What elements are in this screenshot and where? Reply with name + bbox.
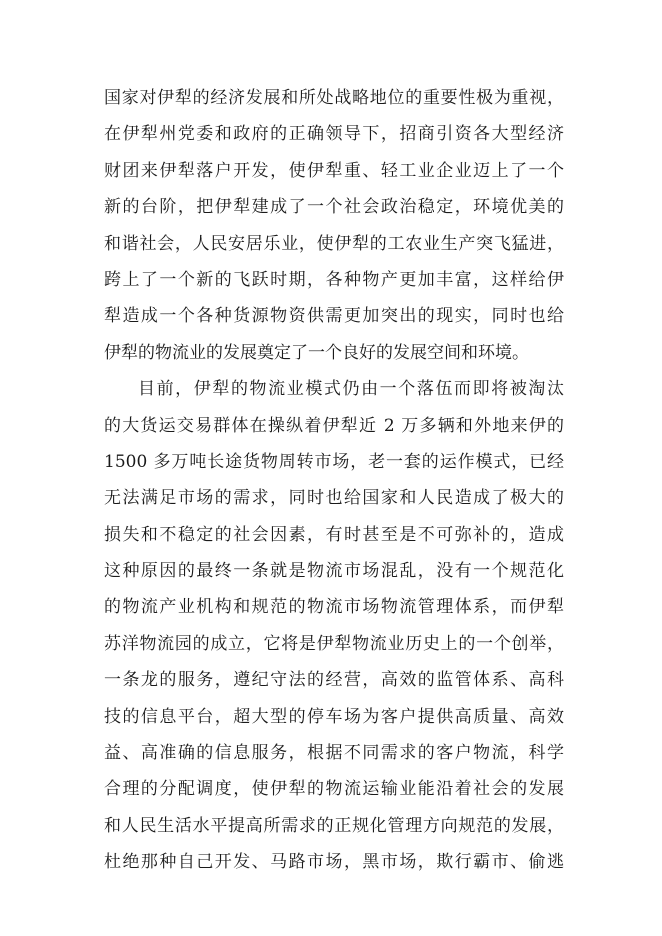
text-line-16: 苏洋物流园的成立，它将是伊犁物流业历史上的一个创举， <box>104 633 564 654</box>
text-line-20: 合理的分配调度，使伊犁的物流运输业能沿着社会的发展 <box>104 779 564 800</box>
text-line-5: 和谐社会，人民安居乐业，使伊犁的工农业生产突飞猛进， <box>104 233 564 254</box>
text-line-2: 在伊犁州党委和政府的正确领导下，招商引资各大型经济 <box>104 124 564 145</box>
text-line-17: 一条龙的服务，遵纪守法的经营，高效的监管体系、高科 <box>104 670 564 691</box>
text-line-14: 这种原因的最终一条就是物流市场混乱，没有一个规范化 <box>104 561 564 582</box>
text-line-22: 杜绝那种自己开发、马路市场，黑市场，欺行霸市、偷逃 <box>104 852 564 873</box>
text-line-9: 目前，伊犁的物流业模式仍由一个落伍而即将被淘汰 <box>138 379 564 400</box>
text-line-1: 国家对伊犁的经济发展和所处战略地位的重要性极为重视， <box>104 88 564 108</box>
text-line-3: 财团来伊犁落户开发，使伊犁重、轻工业企业迈上了一个 <box>104 160 564 181</box>
text-line-6: 跨上了一个新的飞跃时期，各种物产更加丰富，这样给伊 <box>104 269 564 290</box>
text-line-19: 益、高准确的信息服务，根据不同需求的客户物流，科学 <box>104 743 564 764</box>
text-line-12: 无法满足市场的需求，同时也给国家和人民造成了极大的 <box>104 488 564 509</box>
text-line-8: 伊犁的物流业的发展奠定了一个良好的发展空间和环境。 <box>104 342 529 363</box>
text-line-21: 和人民生活水平提高所需求的正规化管理方向规范的发展， <box>104 815 564 836</box>
text-line-15: 的物流产业机构和规范的物流市场物流管理体系，而伊犁 <box>104 597 564 618</box>
text-line-11: 1500 多万吨长途货物周转市场，老一套的运作模式，已经 <box>104 451 564 472</box>
text-line-10: 的大货运交易群体在操纵着伊犁近 2 万多辆和外地来伊的 <box>104 415 564 436</box>
text-line-18: 技的信息平台，超大型的停车场为客户提供高质量、高效 <box>104 706 564 727</box>
text-line-13: 损失和不稳定的社会因素，有时甚至是不可弥补的，造成 <box>104 524 564 545</box>
text-line-7: 犁造成一个各种货源物资供需更加突出的现实，同时也给 <box>104 306 564 327</box>
text-line-4: 新的台阶，把伊犁建成了一个社会政治稳定，环境优美的 <box>104 197 564 218</box>
body-text <box>104 84 564 885</box>
